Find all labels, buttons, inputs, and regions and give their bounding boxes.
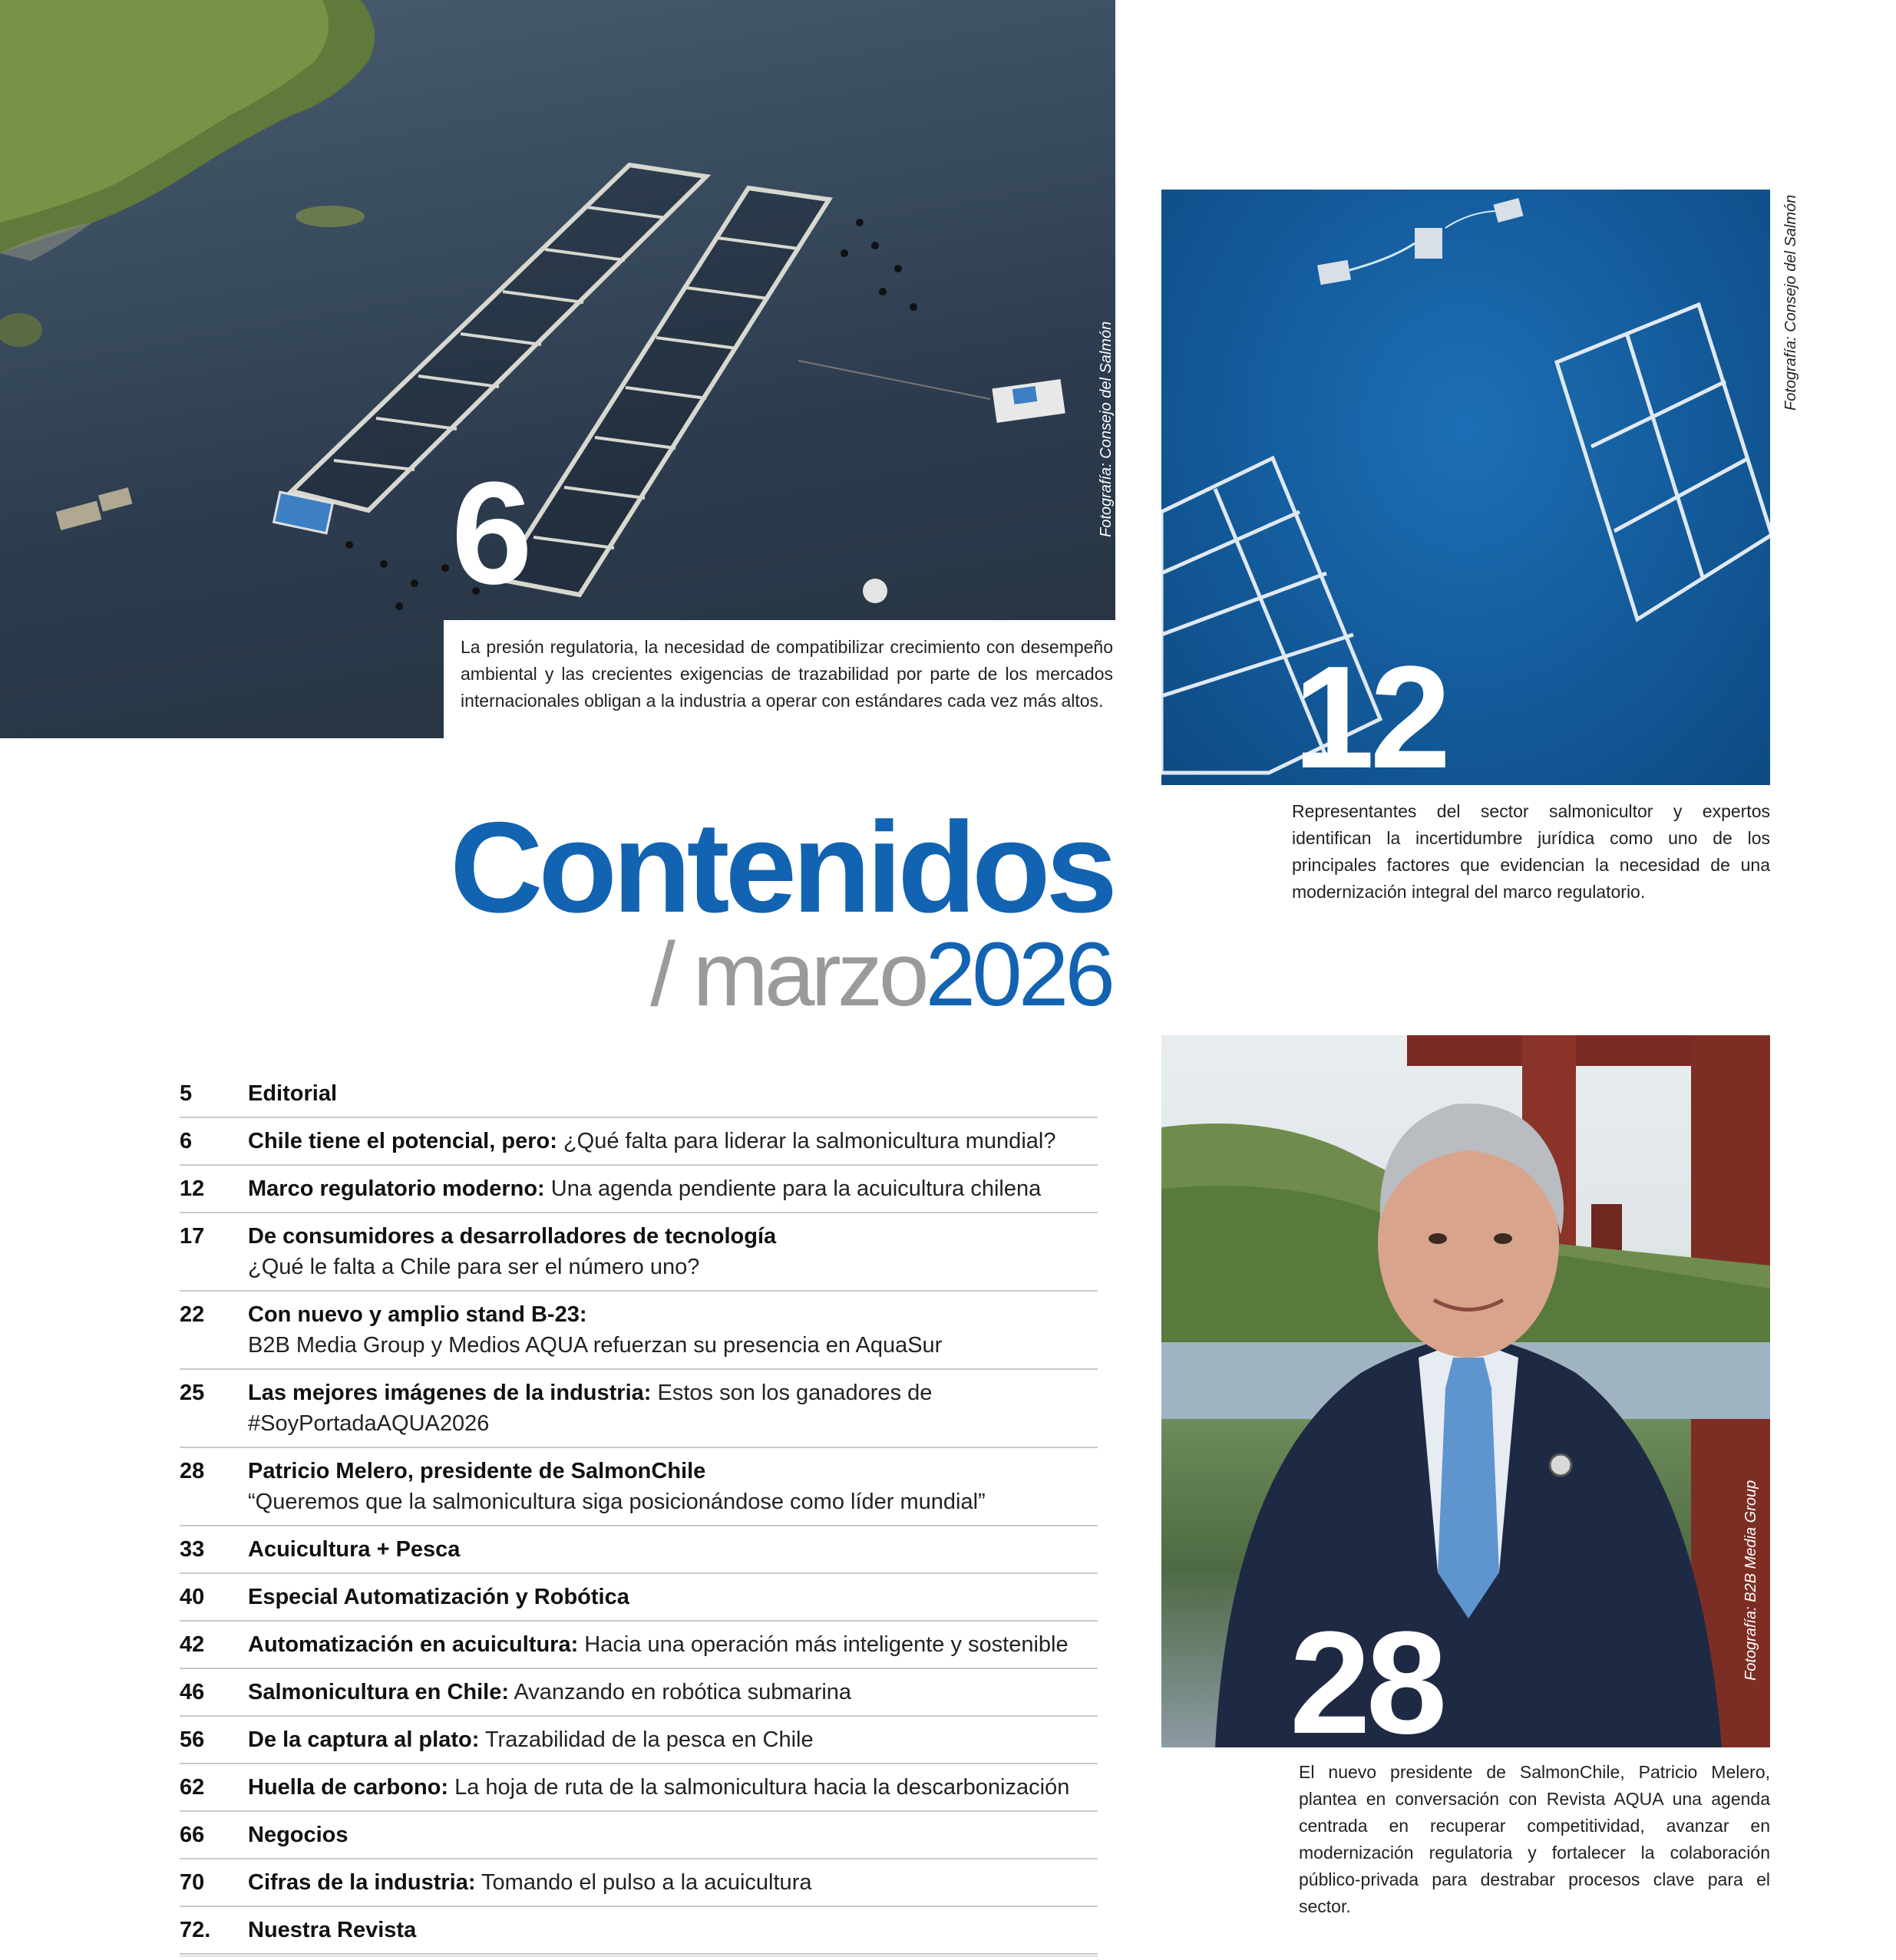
toc-entry-title: Huella de carbono:	[248, 1775, 449, 1800]
toc-entry-subtitle: La hoja de ruta de la salmonicultura hacia la descarbonización	[448, 1775, 1070, 1800]
toc-entry-subtitle: B2B Media Group y Medios AQUA refuerzan su presencia en AquaSur	[248, 1333, 943, 1358]
toc-entry[interactable]	[180, 1166, 1098, 1213]
toc-entry[interactable]	[180, 1292, 1098, 1370]
feature-photo-blue-pens	[1161, 190, 1770, 785]
toc-page-number: 56	[180, 1727, 205, 1752]
toc-entry-text	[248, 1534, 1098, 1565]
toc-entry-line	[248, 1078, 1098, 1109]
toc-page-number: 70	[180, 1870, 205, 1895]
toc-entry-line	[248, 1629, 1098, 1660]
toc-entry[interactable]	[180, 1574, 1098, 1622]
toc-entry-title: Patricio Melero, presidente de SalmonChile	[248, 1459, 706, 1483]
issue-month: marzo	[692, 924, 926, 1025]
table-of-contents	[180, 1071, 1098, 1955]
toc-entry-title: De consumidores a desarrolladores de tecnología	[248, 1224, 777, 1249]
photo-credit: Fotografía: Consejo del Salmón	[1098, 321, 1115, 537]
toc-page-number: 5	[180, 1081, 193, 1106]
photo-credit: Fotografía: B2B Media Group	[1742, 1480, 1759, 1681]
feature-caption: El nuevo presidente de SalmonChile, Patricio Melero, plantea en conversación con Revista AQUA una agenda centrada en recuperar competitividad, avanzar en modernización regulatoria y fortalecer la colaboración público-privada para destrabar procesos clave para el sector.	[1299, 1762, 1770, 1916]
toc-entry-text	[248, 1299, 1098, 1361]
toc-entry-text	[248, 1173, 1098, 1204]
toc-page-number: 17	[180, 1224, 205, 1249]
toc-page-number: 46	[180, 1680, 205, 1704]
toc-entry[interactable]	[180, 1717, 1098, 1764]
toc-entry-text	[248, 1772, 1098, 1803]
toc-entry-text	[248, 1677, 1098, 1708]
toc-entry-line	[248, 1221, 1098, 1252]
toc-entry[interactable]	[180, 1764, 1098, 1812]
toc-page-number: 12	[180, 1176, 205, 1201]
toc-page-number: 42	[180, 1632, 205, 1657]
toc-entry-line	[248, 1677, 1098, 1708]
toc-entry-text	[248, 1078, 1098, 1109]
photo-credit: Fotografía: Consejo del Salmón	[1782, 194, 1799, 411]
toc-entry-subtitle: “Queremos que la salmonicultura siga posicionándose como líder mundial”	[248, 1490, 986, 1514]
toc-entry-subtitle: ¿Qué falta para liderar la salmonicultura mundial?	[557, 1129, 1056, 1153]
blue-pens-illustration	[1161, 190, 1770, 785]
issue-slash: /	[650, 924, 693, 1025]
toc-entry[interactable]	[180, 1812, 1098, 1859]
toc-entry-title: De la captura al plato:	[248, 1727, 480, 1752]
toc-entry[interactable]	[180, 1071, 1098, 1118]
toc-entry-line	[248, 1173, 1098, 1204]
toc-entry-text	[248, 1629, 1098, 1660]
feature-caption: Representantes del sector salmonicultor y expertos identifican la incertidumbre jurídica como uno de los principales factores que evidencian la necesidad de una modernización integral del marco regulatorio.	[1292, 801, 1770, 902]
toc-entry[interactable]	[180, 1448, 1098, 1526]
toc-entry[interactable]	[180, 1370, 1098, 1448]
toc-entry-text	[248, 1126, 1098, 1157]
toc-entry-title: Automatización en acuicultura:	[248, 1632, 579, 1657]
toc-page-number: 40	[180, 1585, 205, 1609]
toc-page-number: 72.	[180, 1918, 211, 1942]
toc-entry-text	[248, 1915, 1098, 1945]
toc-entry[interactable]	[180, 1669, 1098, 1717]
toc-page-number: 22	[180, 1302, 205, 1327]
toc-entry-subtitle: Estos son los ganadores de #SoyPortadaAQUA2026	[248, 1381, 933, 1436]
toc-entry-line	[248, 1867, 1098, 1898]
toc-entry-line	[248, 1820, 1098, 1850]
feature-caption: La presión regulatoria, la necesidad de compatibilizar crecimiento con desempeño ambiental y las crecientes exigencias de trazabilidad por parte de los mercados internacionales obligan a la industria a operar con estándares cada vez más altos.	[461, 637, 1113, 711]
feature-page-number: 12	[1293, 636, 1447, 799]
toc-entry-title: Especial Automatización y Robótica	[248, 1585, 629, 1609]
toc-entry[interactable]	[180, 1622, 1098, 1669]
toc-entry-text	[248, 1724, 1098, 1755]
toc-entry-title: Editorial	[248, 1081, 338, 1106]
toc-entry-line	[248, 1724, 1098, 1755]
toc-page-number: 33	[180, 1537, 205, 1562]
toc-entry-line	[248, 1582, 1098, 1612]
toc-entry-title: Chile tiene el potencial, pero:	[248, 1129, 557, 1153]
toc-entry-text	[248, 1221, 1098, 1282]
toc-entry-title: Acuicultura + Pesca	[248, 1537, 461, 1562]
toc-entry-title: Las mejores imágenes de la industria:	[248, 1381, 652, 1405]
toc-entry[interactable]	[180, 1907, 1098, 1955]
toc-page-number: 25	[180, 1381, 205, 1405]
toc-entry-subtitle: Hacia una operación más inteligente y sostenible	[578, 1632, 1069, 1657]
issue-date	[537, 925, 1112, 1025]
feature-photo-portrait	[1161, 1035, 1770, 1747]
toc-page-number: 28	[180, 1459, 205, 1483]
feature-page-number: 6	[451, 452, 530, 615]
feature-page-number: 28	[1290, 1602, 1443, 1764]
toc-entry-title: Con nuevo y amplio stand B-23:	[248, 1302, 587, 1327]
toc-page-number: 6	[180, 1129, 193, 1153]
toc-entry-line	[248, 1126, 1098, 1157]
toc-entry-title: Negocios	[248, 1823, 348, 1847]
toc-entry-subtitle: Tomando el pulso a la acuicultura	[475, 1870, 812, 1895]
toc-entry-title: Nuestra Revista	[248, 1918, 417, 1942]
toc-entry-text	[248, 1456, 1098, 1517]
toc-entry[interactable]	[180, 1213, 1098, 1292]
toc-entry[interactable]	[180, 1526, 1098, 1574]
toc-entry-text	[248, 1867, 1098, 1898]
toc-entry-line	[248, 1915, 1098, 1945]
toc-entry-text	[248, 1820, 1098, 1850]
toc-entry-line	[248, 1772, 1098, 1803]
page-title: Contenidos	[450, 795, 1113, 939]
toc-page-number: 66	[180, 1823, 205, 1847]
toc-entry-title: Salmonicultura en Chile:	[248, 1680, 509, 1704]
toc-entry-line	[248, 1534, 1098, 1565]
toc-entry-subtitle: ¿Qué le falta a Chile para ser el número uno?	[248, 1255, 700, 1279]
toc-entry-subtitle: Trazabilidad de la pesca en Chile	[479, 1727, 814, 1752]
toc-entry-line	[248, 1299, 1098, 1330]
toc-entry-text	[248, 1582, 1098, 1612]
toc-entry-subtitle: Una agenda pendiente para la acuicultura chilena	[544, 1176, 1042, 1201]
issue-year: 2026	[925, 924, 1112, 1025]
toc-page-number: 62	[180, 1775, 205, 1800]
toc-entry-text	[248, 1378, 1098, 1439]
toc-entry-line	[248, 1456, 1098, 1486]
toc-entry-subtitle: Avanzando en robótica submarina	[509, 1680, 852, 1704]
portrait-illustration	[1161, 1035, 1770, 1747]
toc-entry-title: Marco regulatorio moderno:	[248, 1176, 545, 1201]
toc-entry-line	[248, 1378, 1098, 1439]
toc-entry[interactable]	[180, 1118, 1098, 1166]
toc-entry[interactable]	[180, 1859, 1098, 1907]
bottom-divider	[180, 1955, 1098, 1957]
toc-entry-title: Cifras de la industria:	[248, 1870, 476, 1895]
